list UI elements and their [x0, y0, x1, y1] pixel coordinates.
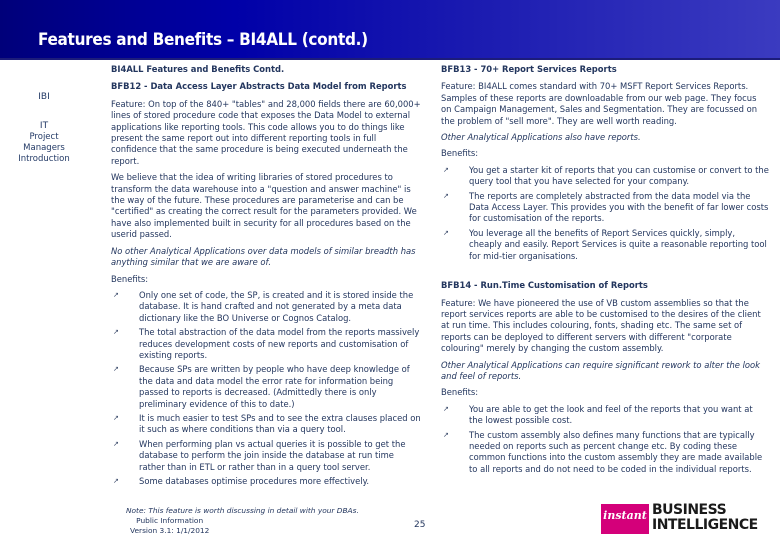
- bfb12-feature-label: Feature:: [111, 98, 146, 109]
- bfb12-benefits-label: Benefits:: [111, 273, 149, 284]
- sidebar: [14, 92, 74, 165]
- bfb13-title: BFB13 - 70+ Report Services Reports: [441, 64, 617, 74]
- header-divider: [0, 58, 780, 60]
- slide-title: Features and Benefits – BI4ALL (contd.): [38, 30, 368, 50]
- list-item: ↗ Only one set of code, the SP, is created and it is stored inside the database. It is hand crafted and not generated by a meta data dictionary like the BO Universe or Cognos Catalog.: [139, 290, 421, 324]
- bfb12-feature: [111, 99, 421, 167]
- sidebar-item-project: Project: [29, 132, 59, 142]
- bfb13-feature-label: Feature:: [441, 81, 476, 92]
- logo-line-intelligence: INTELLIGENCE: [652, 517, 758, 533]
- list-item: ↗ The custom assembly also defines many functions that are typically needed on reports such as percent change etc. By coding these common functions into the custom assembly they are made available to all reports and do not need to be coded in the individual reports.: [469, 430, 769, 476]
- bfb13-feature: [441, 81, 769, 127]
- bfb14-other-apps: Other Analytical Applications can require significant rework to alter the look and feel of reports.: [441, 359, 761, 381]
- right-column: [441, 64, 769, 479]
- brand-logo: [601, 503, 773, 535]
- list-item: ↗ You get a starter kit of reports that you can customise or convert to the query tool that you have selected for your company.: [469, 165, 769, 188]
- footer-info: [130, 516, 209, 536]
- list-item: ↗ The total abstraction of the data model from the reports massively reduces development costs of new reports and customisation of existing reports.: [139, 327, 421, 361]
- page-number: 25: [414, 520, 426, 530]
- list-item: ↗ The reports are completely abstracted from the data model via the Data Access Layer. This provides you with the benefit of far lower costs for customisation of the reports.: [469, 191, 769, 225]
- section-title: BI4ALL Features and Benefits Contd.: [111, 64, 285, 74]
- bfb13-other-apps: Other Analytical Applications also have reports.: [441, 132, 641, 143]
- bfb12-benefits-list: [111, 290, 421, 488]
- bfb13-benefits-label: Benefits:: [441, 148, 479, 159]
- bfb13-benefits-list: [441, 165, 769, 262]
- logo-line-business: BUSINESS: [652, 502, 727, 518]
- footer-classification: Public Information: [136, 516, 204, 525]
- bfb14-title: BFB14 - Run.Time Customisation of Reports: [441, 280, 648, 291]
- bfb14-benefits-label: Benefits:: [441, 387, 479, 398]
- sidebar-item-introduction: Introduction: [18, 154, 70, 164]
- left-column: [111, 64, 421, 491]
- list-item: ↗ You leverage all the benefits of Report Services quickly, simply, cheaply and easily. Report Services is quite a reasonable reporting tool for mid-tier organisations.: [469, 228, 769, 262]
- bfb14-benefits-list: [441, 404, 769, 475]
- sidebar-item-managers: Managers: [23, 143, 65, 153]
- list-item: ↗ Some databases optimise procedures more effectively.: [139, 476, 421, 487]
- bfb14-feature-label: Feature:: [441, 297, 476, 308]
- sidebar-item-ibi: IBI: [38, 92, 50, 102]
- slide-header: [0, 0, 780, 58]
- bfb14-feature-text: We have pioneered the use of VB custom assemblies so that the report services reports are able to be customised to the desires of the client at run time. This includes colouring, fonts, shading etc. The same set of reports can be deployed to different servers with different "corporate colouring" merely by changing the custom assembly.: [441, 297, 761, 354]
- bfb12-other-apps: No other Analytical Applications over data models of similar breadth has anything similar that we are aware of.: [111, 245, 416, 268]
- bfb14-feature: [441, 298, 769, 355]
- logo-instant-badge: instant: [601, 504, 649, 534]
- list-item: ↗ You are able to get the look and feel of the reports that you want at the lowest possible cost.: [469, 404, 769, 427]
- list-item: ↗ It is much easier to test SPs and to see the extra clauses placed on it such as where conditions than via a query tool.: [139, 413, 421, 436]
- bfb12-feature-text: On top of the 840+ "tables" and 28,000 fields there are 60,000+ lines of stored procedure code that exposes the Data Model to external applications like reporting tools. This code allows you to do things like present the same report out into different reporting tools in full confidence that the same procedure is being executed underneath the report.: [111, 98, 421, 166]
- footer-version: Version 3.1: 1/1/2012: [130, 526, 210, 535]
- footer-note: Note: This feature is worth discussing in detail with your DBAs.: [126, 506, 359, 515]
- bfb12-title: BFB12 - Data Access Layer Abstracts Data Model from Reports: [111, 81, 407, 92]
- list-item: ↗ Because SPs are written by people who have deep knowledge of the data and data model the error rate for information being passed to reports is decreased. (Admittedly there is only preliminary evidence of this to date.): [139, 364, 421, 410]
- list-item: ↗ When performing plan vs actual queries it is possible to get the database to perform the join inside the database at run time rather than in ETL or rather than in a query tool server.: [139, 439, 421, 473]
- logo-wordmark: [652, 503, 758, 533]
- bfb12-paragraph-2: We believe that the idea of writing libraries of stored procedures to transform the data warehouse into a "question and answer machine" is the way of the future. These procedures are parameterise and can be "certified" as creating the correct result for the parameters provided. We have also implemented built in security for all procedures based on the userid passed.: [111, 172, 417, 240]
- bfb13-feature-text: BI4ALL comes standard with 70+ MSFT Report Services Reports. Samples of these reports are downloadable from our web page. They focus on Campaign Management, Sales and Segmentation. They are focussed on the problem of "sell more". They are well worth reading.: [441, 81, 758, 126]
- sidebar-item-it: IT: [39, 121, 49, 131]
